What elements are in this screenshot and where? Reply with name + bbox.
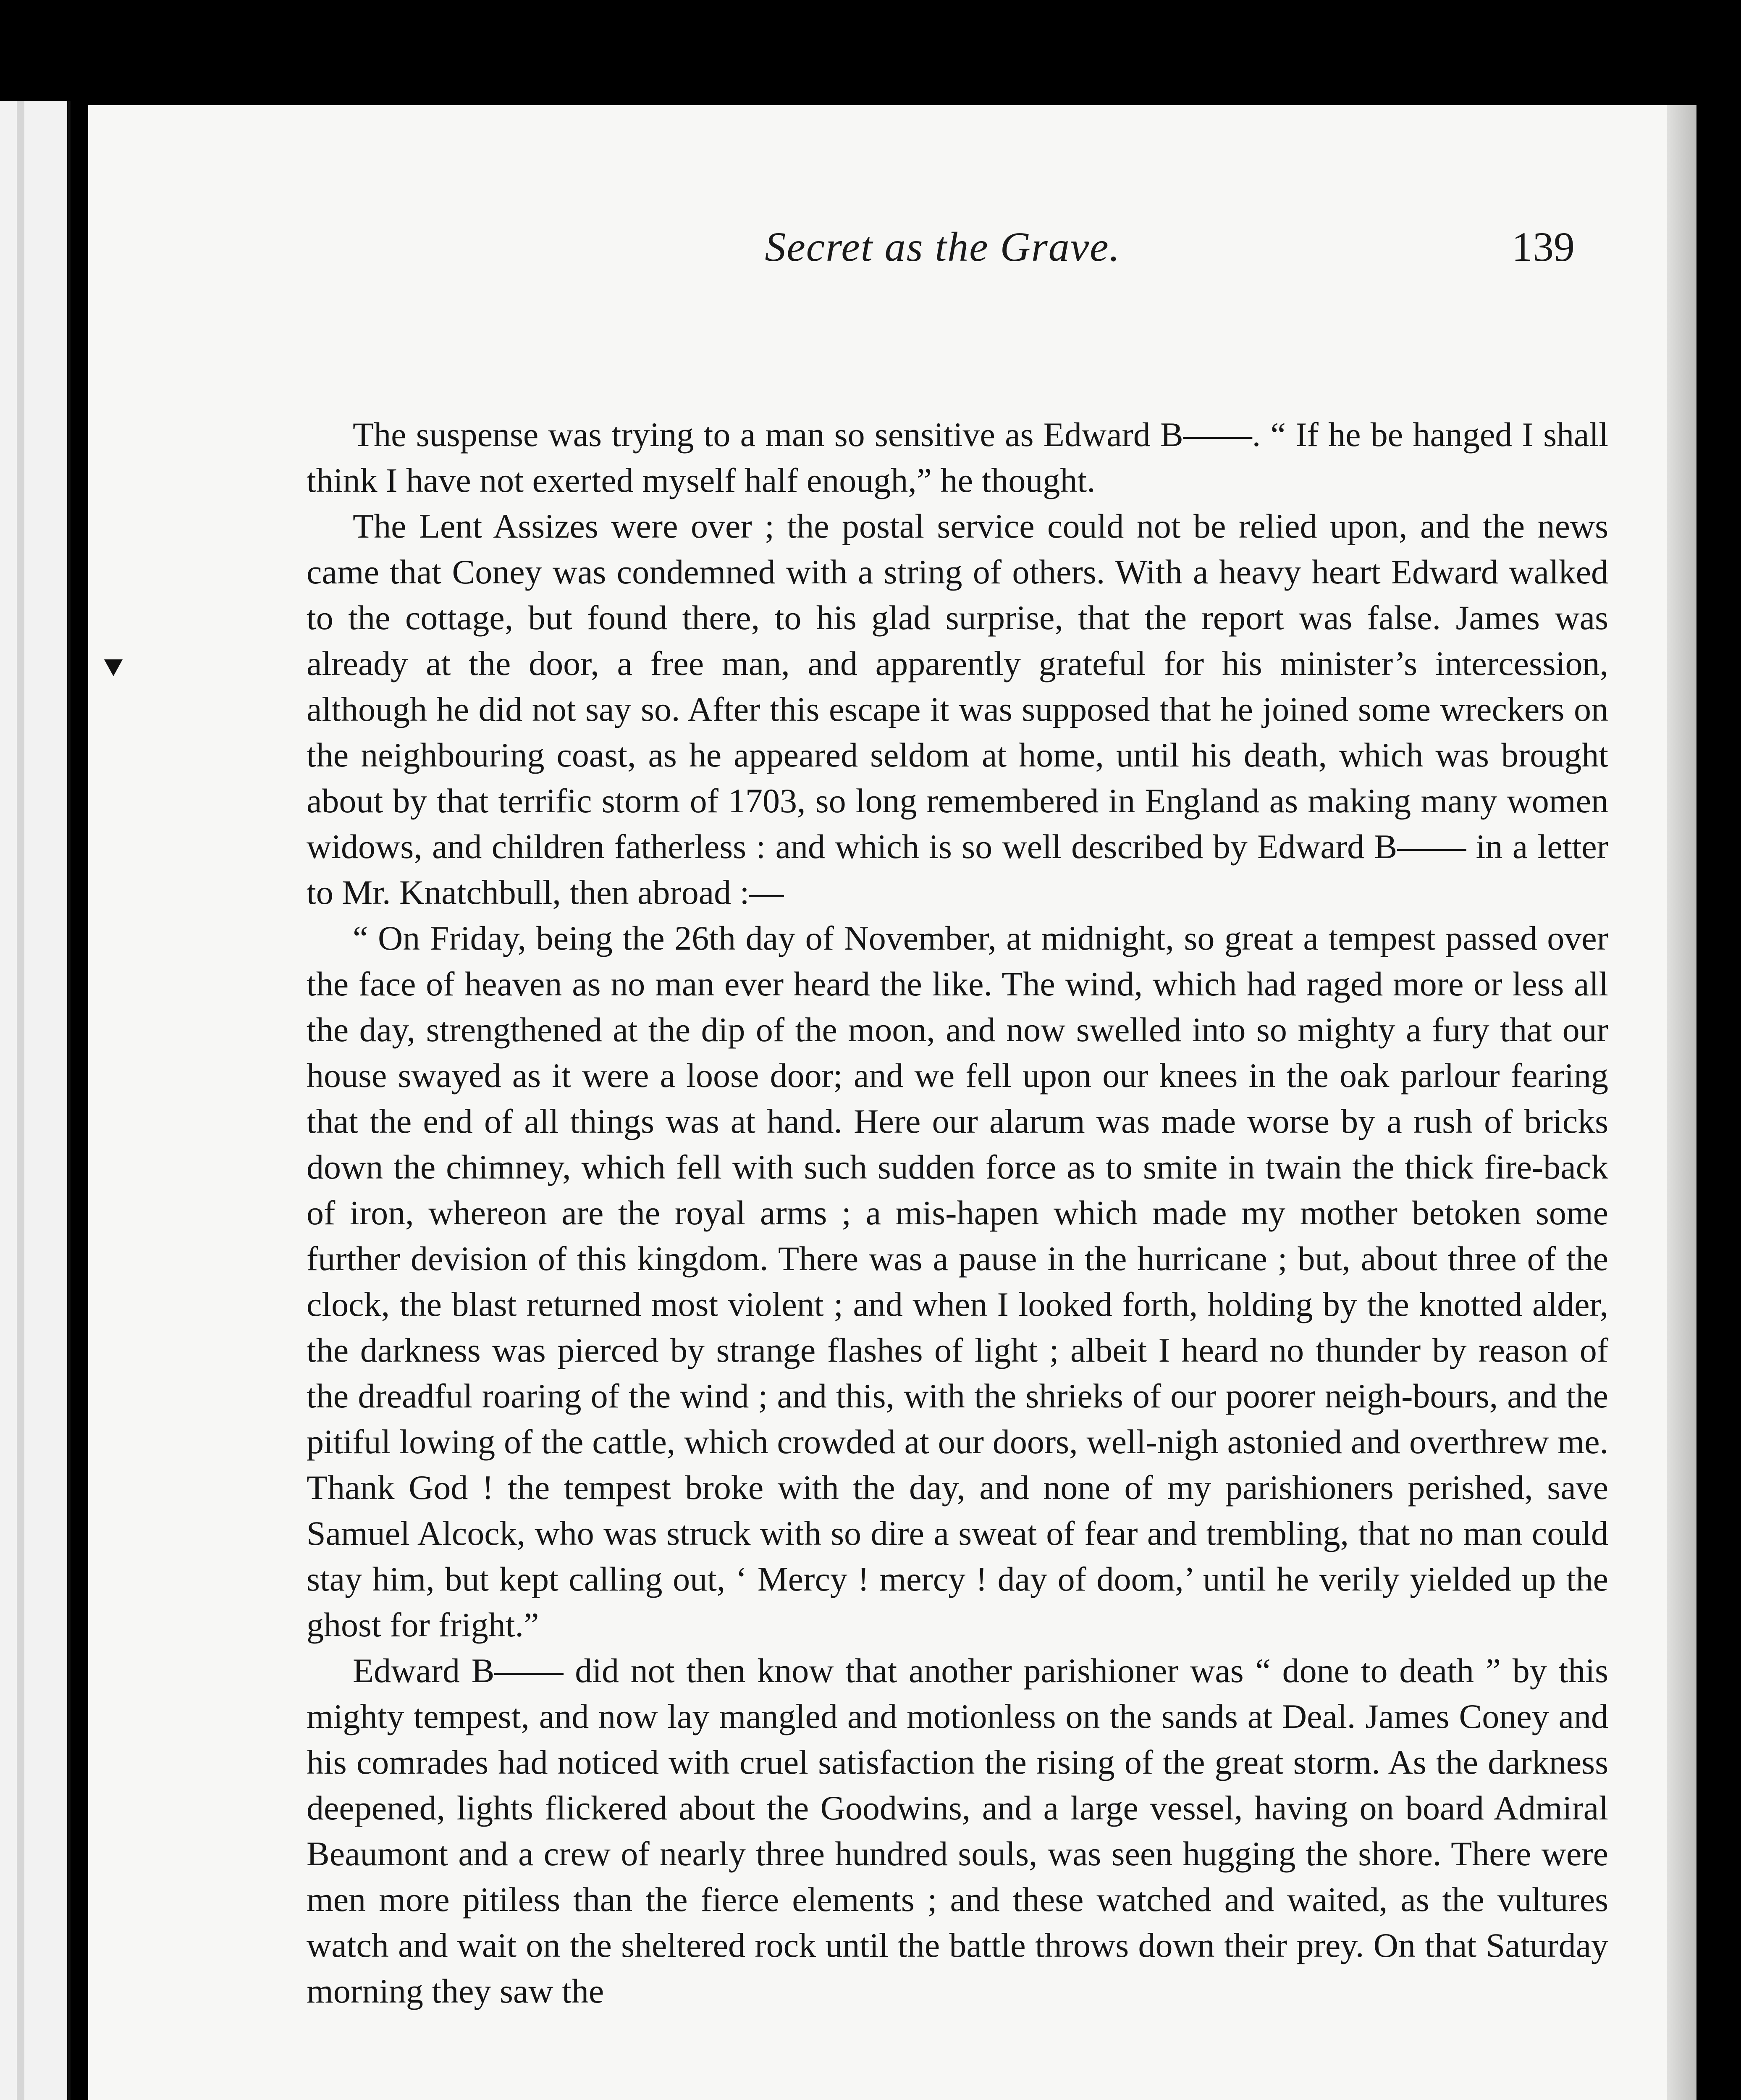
page-number: 139 xyxy=(1512,223,1575,270)
page-gutter xyxy=(17,101,24,2100)
paragraph: The Lent Assizes were over ; the postal service could not be relied upon, and the news came that Coney was condemned with a string of others. With a heavy heart Edward walked to the cottage, but found there, to his glad surprise, that the report was false. James was already at the door, a free man, and apparently grateful for his minister’s intercession, although he did not say so. After this escape it was supposed that he joined some wreckers on the neighbouring coast, as he appeared seldom at home, until his death, which was brought about by that terrific storm of 1703, so long remembered in England as making many women widows, and children fatherless : and which is so well described by Edward B—— in a letter to Mr. Knatchbull, then abroad :— xyxy=(307,507,1608,911)
book-page xyxy=(88,105,1696,2100)
paragraph: The suspense was trying to a man so sensitive as Edward B——. “ If he be hanged I shall think I have not exerted myself half enough,” he thought. xyxy=(307,415,1608,499)
page-edge-shadow xyxy=(1667,105,1696,2100)
page-header xyxy=(311,223,1575,286)
body-text xyxy=(307,412,1608,2014)
margin-mark-icon xyxy=(104,659,123,676)
paragraph: Edward B—— did not then know that another parishioner was “ done to death ” by this mighty tempest, and now lay mangled and motionless on the sands at Deal. James Coney and his comrades had noticed with cruel satisfaction the rising of the great storm. As the darkness deepened, lights flickered about the Goodwins, and a large vessel, having on board Admiral Beaumont and a crew of nearly three hundred souls, was seen hugging the shore. There were men more pitiless than the fierce elements ; and these watched and waited, as the vultures watch and wait on the sheltered rock until the battle throws down their prey. On that Saturday morning they saw the xyxy=(307,1651,1608,2010)
facing-page-edge xyxy=(0,101,71,2100)
running-title: Secret as the Grave. xyxy=(765,223,1121,270)
paragraph: “ On Friday, being the 26th day of November, at midnight, so great a tempest passed over the face of heaven as no man ever heard the like. The wind, which had raged more or less all the day, strengthened at the dip of the moon, and now swelled into so mighty a fury that our house swayed as it were a loose door; and we fell upon our knees in the oak parlour fearing that the end of all things was at hand. Here our alarum was made worse by a rush of bricks down the chimney, which fell with such sudden force as to smite in twain the thick fire-back of iron, whereon are the royal arms ; a mis-hapen which made my mother betoken some further devision of this kingdom. There was a pause in the hurricane ; but, about three of the clock, the blast returned most violent ; and when I looked forth, holding by the knotted alder, the darkness was pierced by strange flashes of light ; albeit I heard no thunder by reason of the dreadful roaring of the wind ; and this, with the shrieks of our poorer neigh-bours, and the pitiful lowing of the cattle, which crowded at our doors, well-nigh astonied and overthrew me. Thank God ! the tempest broke with the day, and none of my parishioners perished, save Samuel Alcock, who was struck with so dire a sweat of fear and trembling, that no man could stay him, but kept calling out, ‘ Mercy ! mercy ! day of doom,’ until he verily yielded up the ghost for fright.” xyxy=(307,919,1608,1644)
